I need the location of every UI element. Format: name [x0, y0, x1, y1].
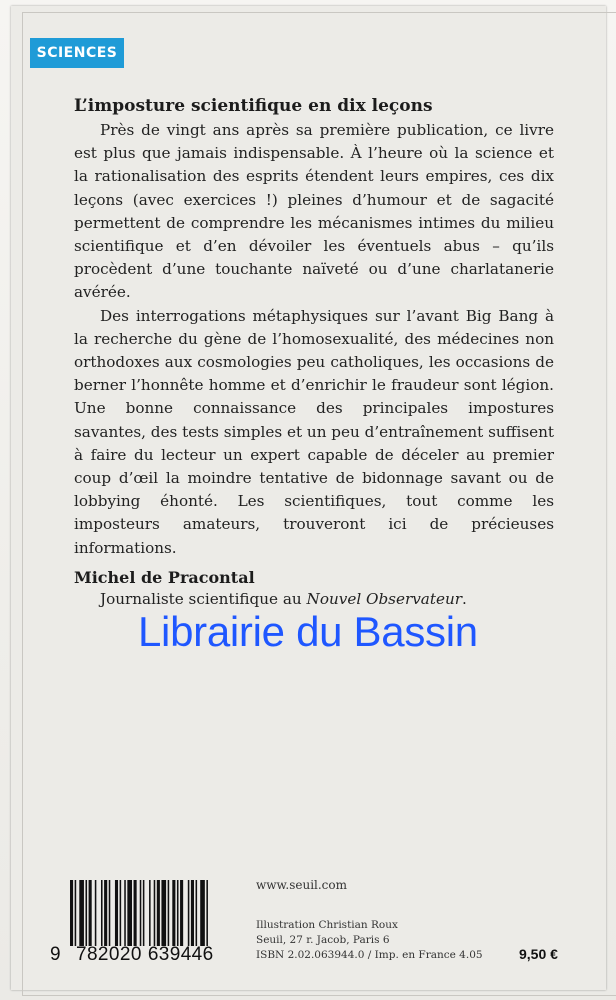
book-blurb: [74, 119, 554, 560]
barcode-group-left: 782020: [76, 944, 142, 965]
barcode-bar: [157, 880, 160, 946]
author-name: Michel de Pracontal: [74, 568, 255, 587]
book-title: L’imposture scientifique en dix leçons: [74, 96, 433, 116]
barcode-bar: [161, 880, 166, 946]
author-publication: Nouvel Observateur: [306, 590, 462, 608]
price: 9,50 €: [519, 946, 558, 962]
barcode-bar: [140, 880, 142, 946]
isbn-barcode: [50, 880, 240, 968]
barcode-bar: [191, 880, 194, 946]
isbn-line: ISBN 2.02.063944.0 / Imp. en France 4.05: [256, 949, 483, 961]
publisher-address: Seuil, 27 r. Jacob, Paris 6: [256, 934, 390, 946]
barcode-digits: [50, 944, 240, 966]
category-badge: SCIENCES: [30, 38, 124, 68]
barcode-bar: [89, 880, 92, 946]
barcode-bar: [177, 880, 179, 946]
bookstore-watermark: Librairie du Bassin: [138, 608, 478, 655]
barcode-bar: [101, 880, 103, 946]
barcode-bar: [200, 880, 205, 946]
barcode-bar: [154, 880, 156, 946]
illustration-credit: Illustration Christian Roux: [256, 919, 398, 931]
barcode-first-digit: 9: [50, 944, 61, 965]
barcode-bar: [180, 880, 183, 946]
blurb-paragraph: Des interrogations métaphysiques sur l’avant Big Bang à la recherche du gène de l’homosexualité, des médecines non orthodoxes aux cosmologies peu catholiques, les occasions de berner l’honnête homme et d’enrichir le fraudeur sont légion. Une bonne connaissance des principales impostures savantes, des tests simples et un peu d’entraînement suffisent à faire du lecteur un expert capable de déceler au premier coup d’œil la moindre tentative de bidonnage savant ou de lobbying éhonté. Les scientifiques, tout comme les imposteurs amateurs, trouveront ici de précieuses informations.: [74, 306, 554, 557]
barcode-bar: [124, 880, 126, 946]
barcode-bar: [196, 880, 198, 946]
blurb-paragraph: Près de vingt ans après sa première publication, ce livre est plus que jamais indispensable. À l’heure où la science et la rationalisation des esprits étendent leurs empires, ces dix leçons (avec exercices !) pleines d’humour et de sagacité permettent de comprendre les mécanismes intimes du milieu scientifique et d’en dévoiler les éventuels abus – qu’ils procèdent d’une touchante naïveté ou d’une charlatanerie avérée.: [74, 121, 554, 302]
barcode-bar: [188, 880, 190, 946]
barcode-bar: [104, 880, 107, 946]
barcode-bar: [134, 880, 137, 946]
barcode-bar: [75, 880, 77, 946]
barcode-bar: [172, 880, 175, 946]
barcode-bar: [109, 880, 111, 946]
barcode-bar: [168, 880, 170, 946]
barcode-group-right: 639446: [147, 944, 214, 965]
barcode-bar: [127, 880, 132, 946]
barcode-bar: [206, 880, 208, 946]
barcode-bar: [143, 880, 145, 946]
barcode-bar: [70, 880, 73, 946]
barcode-bar: [86, 880, 88, 946]
barcode-bar: [120, 880, 122, 946]
author-desc-suffix: .: [462, 590, 467, 608]
barcode-bar: [79, 880, 84, 946]
author-desc-prefix: Journaliste scientifique au: [100, 590, 307, 608]
barcode-bar: [115, 880, 118, 946]
barcode-bar: [95, 880, 97, 946]
author-description: [100, 590, 467, 608]
barcode-bar: [149, 880, 151, 946]
barcode-bars: [50, 880, 240, 946]
publisher-website: www.seuil.com: [256, 878, 348, 892]
